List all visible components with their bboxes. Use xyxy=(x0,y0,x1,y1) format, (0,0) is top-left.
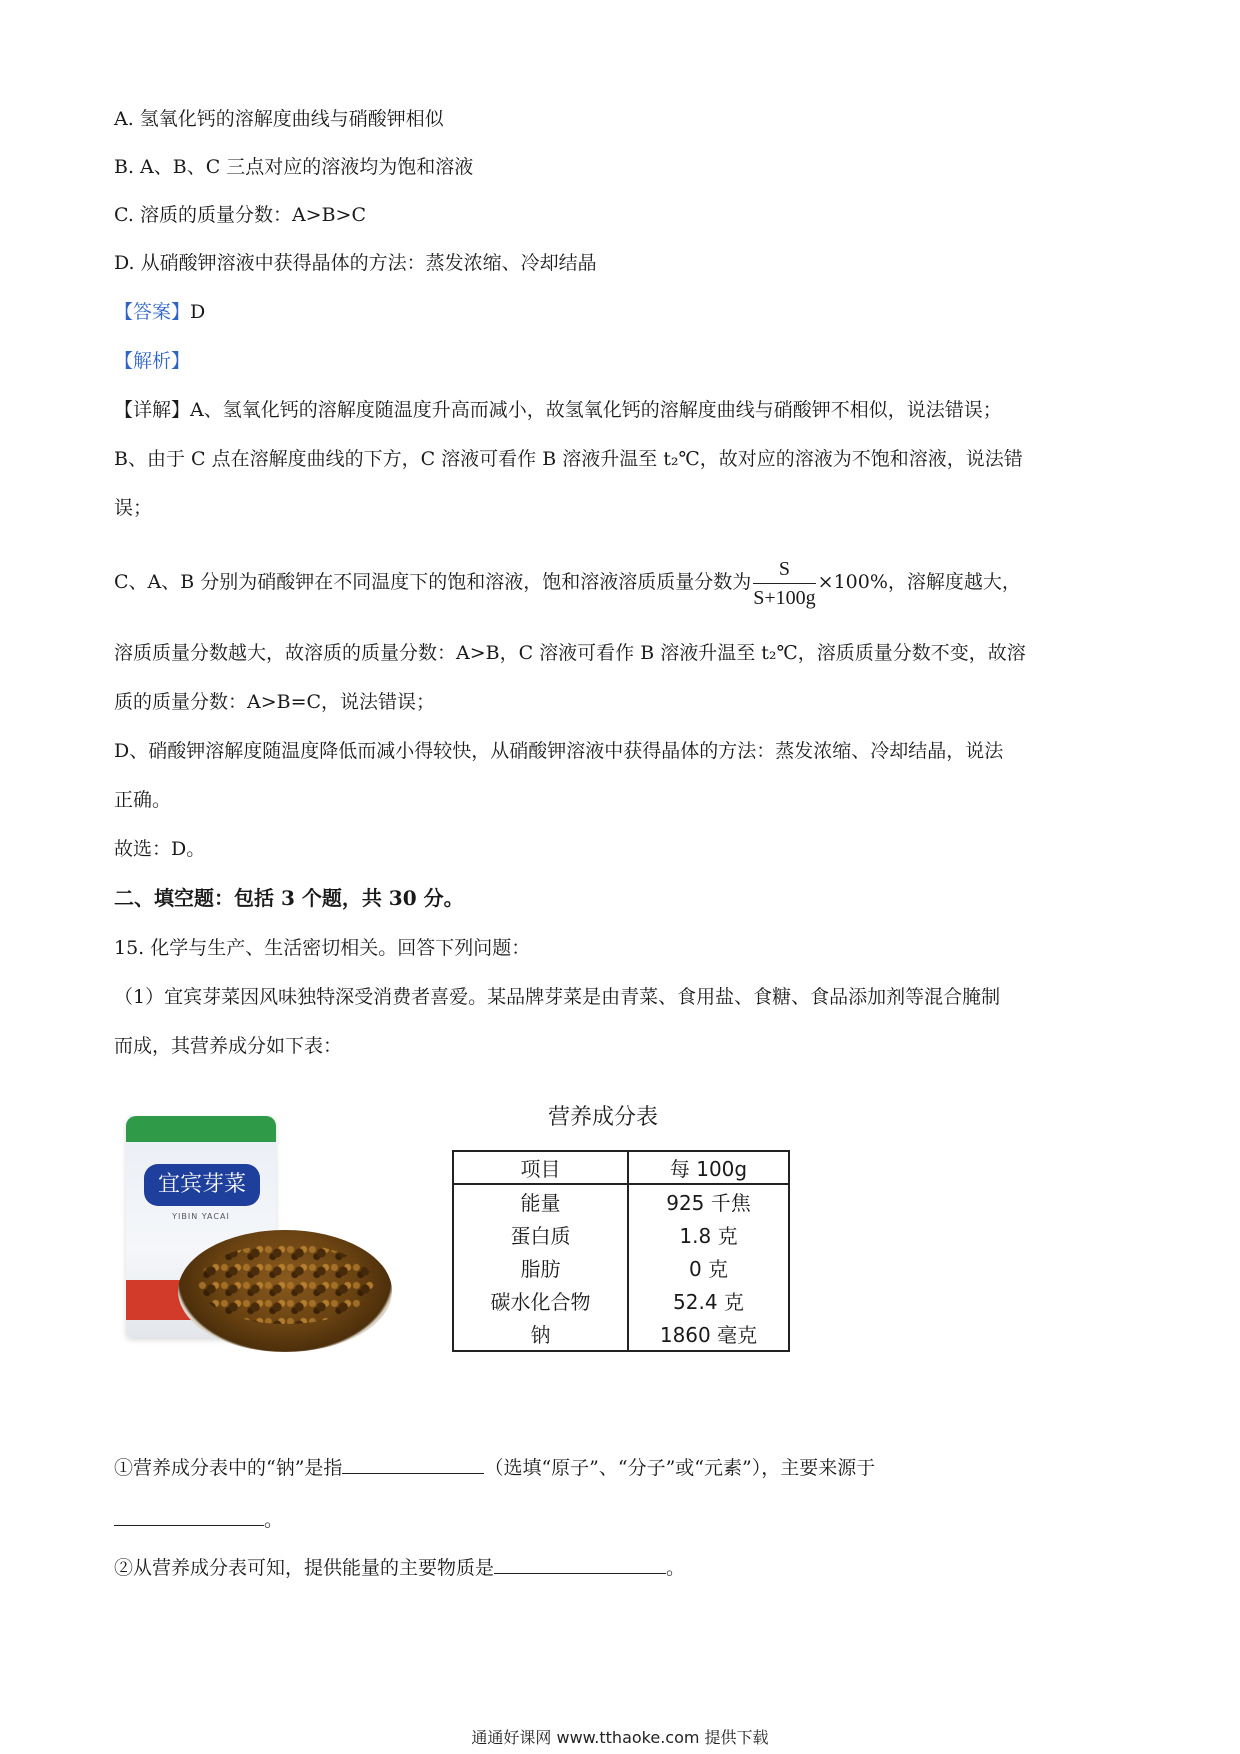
analysis-label: 【解析】 xyxy=(114,350,191,372)
detail-a xyxy=(114,395,1130,425)
row-value: 0 克 xyxy=(688,1257,729,1281)
detail-b-line1: B、由于 C 点在溶解度曲线的下方，C 溶液可看作 B 溶液升温至 t₂℃，故对应的溶液为不饱和溶液，说法错 xyxy=(114,448,1023,470)
row-value: 925 千焦 xyxy=(666,1191,751,1215)
answer-value: D xyxy=(190,301,206,323)
pickled-vegetable-texture xyxy=(198,1244,374,1324)
option-b: B. A、B、C 三点对应的溶液均为饱和溶液 xyxy=(114,156,474,178)
mass-fraction-formula xyxy=(753,557,815,610)
sub1-middle: （选填“原子”、“分子”或“元素”），主要来源于 xyxy=(484,1457,876,1479)
detail-c-line3: 质的质量分数：A>B=C，说法错误； xyxy=(114,691,436,713)
row-label: 蛋白质 xyxy=(453,1218,628,1251)
sub-question-1-cont xyxy=(114,1505,1130,1535)
sub2-prefix: ②从营养成分表可知，提供能量的主要物质是 xyxy=(114,1557,495,1579)
answer-blank-1[interactable] xyxy=(342,1453,484,1474)
row-value: 1860 毫克 xyxy=(659,1323,758,1347)
row-label: 钠 xyxy=(453,1317,628,1351)
formula-numerator: S xyxy=(753,557,815,584)
question15-stem: 15. 化学与生产、生活密切相关。回答下列问题： xyxy=(114,937,531,959)
product-image xyxy=(118,1112,394,1362)
row-value: 1.8 克 xyxy=(679,1224,738,1248)
detail-c-pre: C、A、B 分别为硝酸钾在不同温度下的饱和溶液，饱和溶液溶质质量分数为 xyxy=(114,571,752,593)
detail-choice: 故选：D。 xyxy=(114,838,206,860)
detail-d-line2: 正确。 xyxy=(114,789,172,811)
option-d: D. 从硝酸钾溶液中获得晶体的方法：蒸发浓缩、冷却结晶 xyxy=(114,252,597,274)
row-label: 碳水化合物 xyxy=(453,1284,628,1317)
answer-label: 【答案】 xyxy=(114,301,191,323)
sub1-prefix: ①营养成分表中的“钠”是指 xyxy=(114,1457,343,1479)
detail-label: 【详解】 xyxy=(114,399,191,421)
row-label: 脂肪 xyxy=(453,1251,628,1284)
table-row xyxy=(453,1218,789,1251)
question15-part1-line2: 而成，其营养成分如下表： xyxy=(114,1035,343,1057)
nutrition-table-title: 营养成分表 xyxy=(548,1105,659,1130)
table-row xyxy=(453,1184,789,1218)
table-row xyxy=(453,1317,789,1351)
question15-part1-line1: （1）宜宾芽菜因风味独特深受消费者喜爱。某品牌芽菜是由青菜、食用盐、食糖、食品添加剂等混合腌制 xyxy=(114,986,1001,1008)
table-row xyxy=(453,1251,789,1284)
detail-d-line1: D、硝酸钾溶解度随温度降低而减小得较快，从硝酸钾溶液中获得晶体的方法：蒸发浓缩、冷却结晶，说法 xyxy=(114,740,1004,762)
product-brand: 宜宾芽菜 xyxy=(144,1164,260,1206)
sub-question-1 xyxy=(114,1453,1130,1483)
column-header-per100g: 每 100g xyxy=(628,1151,789,1184)
option-c: C. 溶质的质量分数：A>B>C xyxy=(114,204,367,226)
bag-top-band xyxy=(126,1116,276,1142)
row-label: 能量 xyxy=(453,1184,628,1218)
detail-a-text: A、氢氧化钙的溶解度随温度升高而减小，故氢氧化钙的溶解度曲线与硝酸钾不相似，说法错误； xyxy=(190,399,1002,421)
table-header-row xyxy=(453,1151,789,1184)
row-value: 52.4 克 xyxy=(673,1290,744,1314)
sub2-end: 。 xyxy=(666,1557,686,1579)
section-heading: 二、填空题：包括 3 个题，共 30 分。 xyxy=(114,886,464,910)
product-subtitle: YIBIN YACAI xyxy=(172,1212,230,1221)
detail-c-post: ×100%，溶解度越大， xyxy=(817,571,1021,593)
answer-blank-3[interactable] xyxy=(494,1553,666,1574)
formula-denominator: S+100g xyxy=(753,586,816,609)
answer-blank-2[interactable] xyxy=(114,1505,264,1526)
table-row xyxy=(453,1284,789,1317)
sub-question-2 xyxy=(114,1553,1130,1583)
nutrition-table xyxy=(452,1150,790,1352)
option-a: A. 氢氧化钙的溶解度曲线与硝酸钾相似 xyxy=(114,108,444,130)
page-footer: 通通好课网 www.tthaoke.com 提供下载 xyxy=(471,1728,769,1747)
detail-c-line2: 溶质质量分数越大，故溶质的质量分数：A>B，C 溶液可看作 B 溶液升温至 t₂℃，溶质质量分数不变，故溶 xyxy=(114,642,1026,664)
column-header-item: 项目 xyxy=(453,1151,628,1184)
detail-c-line1 xyxy=(114,552,1130,612)
answer-line xyxy=(114,297,1130,327)
detail-b-line2: 误； xyxy=(114,497,153,519)
sub1-end: 。 xyxy=(264,1509,284,1531)
